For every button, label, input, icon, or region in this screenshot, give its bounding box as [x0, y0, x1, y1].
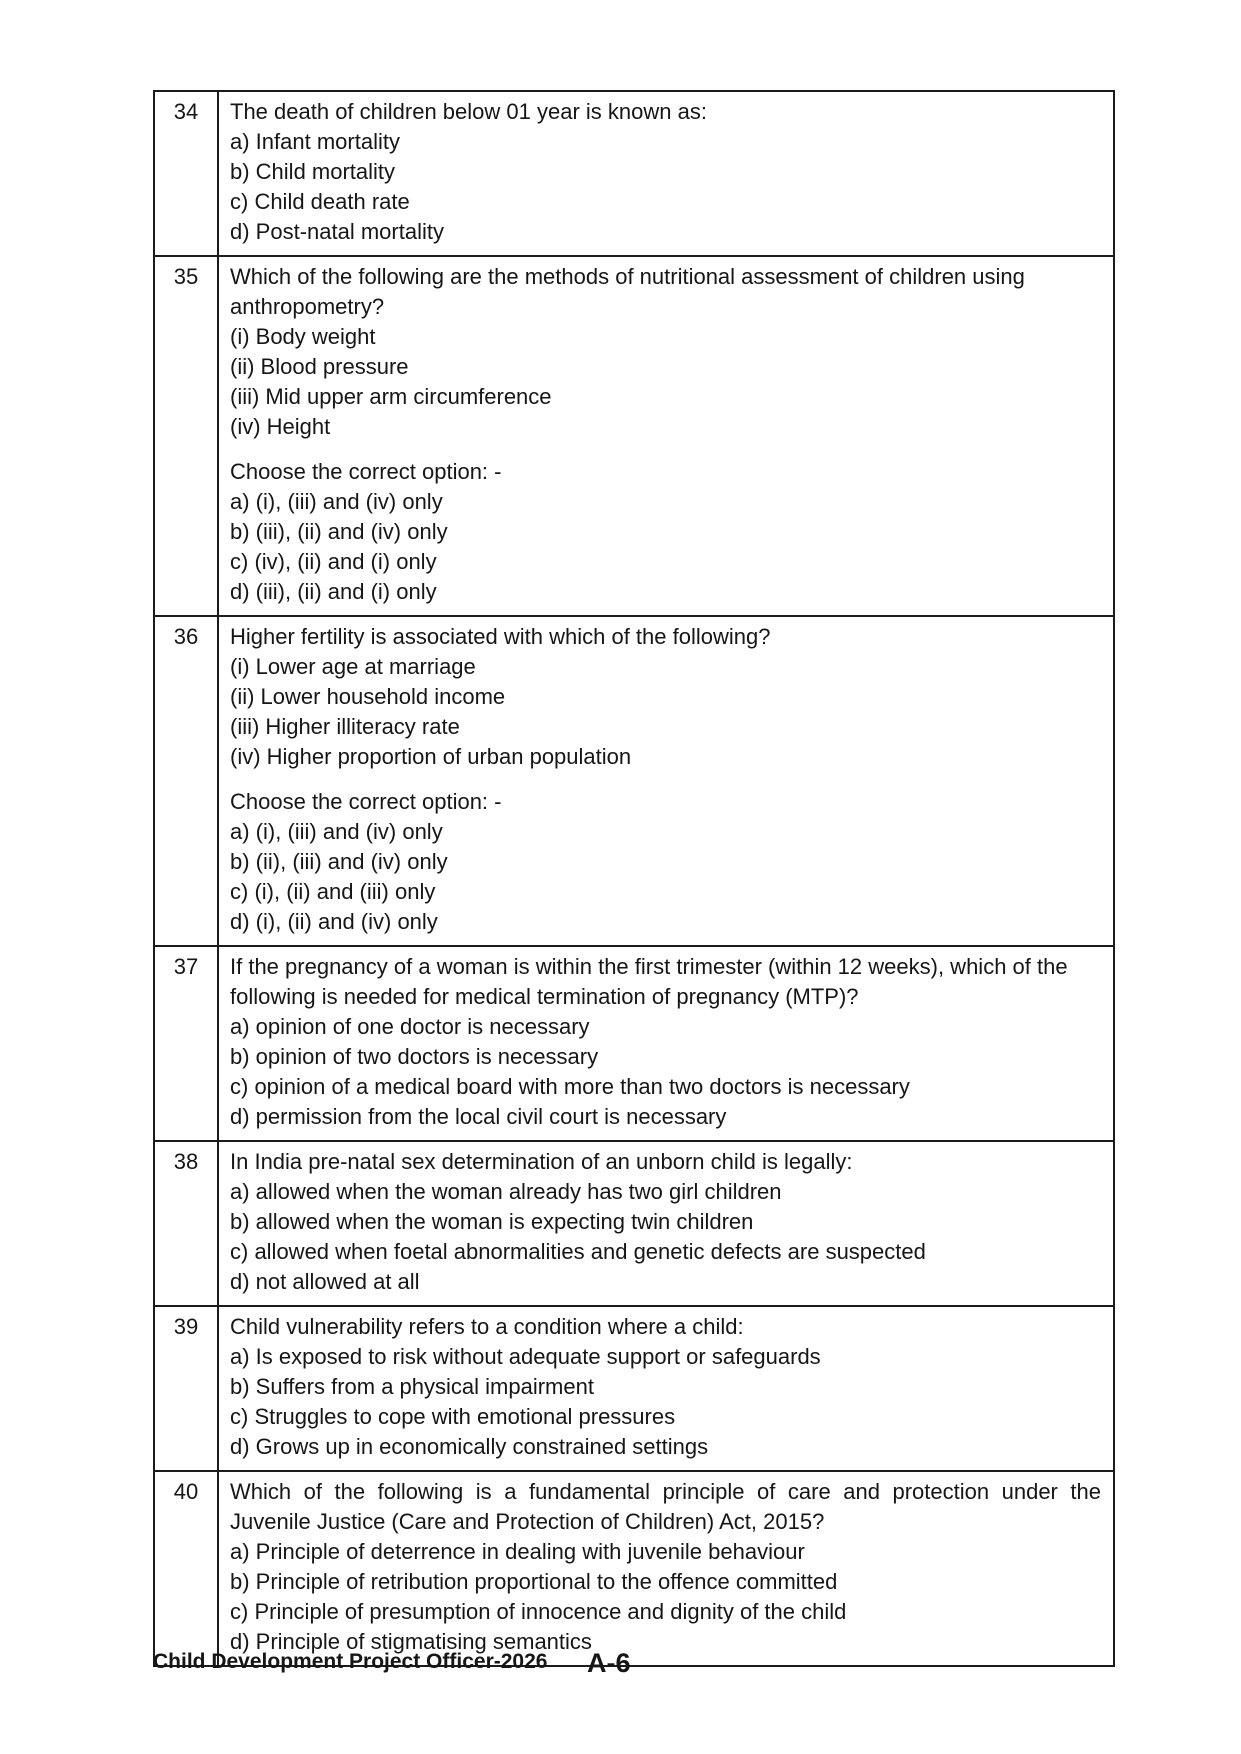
option-a: a) (i), (iii) and (iv) only	[230, 819, 443, 844]
option-b: b) opinion of two doctors is necessary	[230, 1044, 599, 1069]
list-item-i: (i) Body weight	[230, 324, 376, 349]
option-c: c) Child death rate	[230, 189, 410, 214]
list-item-iii: (iii) Mid upper arm circumference	[230, 384, 552, 409]
question-number: 37	[154, 946, 218, 1141]
question-cell	[218, 616, 1114, 946]
question-text: The death of children below 01 year is known as:	[230, 99, 707, 124]
option-c: c) Principle of presumption of innocence and dignity of the child	[230, 1599, 847, 1624]
choose-prompt: Choose the correct option: -	[230, 459, 502, 484]
question-table	[153, 90, 1115, 1667]
question-cell	[218, 1141, 1114, 1306]
question-text: Which of the following is a fundamental principle of care and protection under the Juvenile Justice (Care and Protection of Children) Act, 2015?	[230, 1479, 1101, 1534]
question-cell	[218, 1306, 1114, 1471]
option-b: b) (iii), (ii) and (iv) only	[230, 519, 448, 544]
option-d: d) Grows up in economically constrained settings	[230, 1434, 709, 1459]
footer-page-number: A-6	[587, 1648, 631, 1678]
question-row-35	[154, 256, 1114, 616]
list-item-iv: (iv) Higher proportion of urban population	[230, 744, 632, 769]
question-row-38	[154, 1141, 1114, 1306]
question-number: 38	[154, 1141, 218, 1306]
footer-exam-title: Child Development Project Officer-2026	[153, 1650, 548, 1673]
question-number: 36	[154, 616, 218, 946]
question-number: 40	[154, 1471, 218, 1666]
list-item-iii: (iii) Higher illiteracy rate	[230, 714, 460, 739]
option-a: a) (i), (iii) and (iv) only	[230, 489, 443, 514]
option-a: a) opinion of one doctor is necessary	[230, 1014, 590, 1039]
option-b: b) allowed when the woman is expecting twin children	[230, 1209, 754, 1234]
option-c: c) (i), (ii) and (iii) only	[230, 879, 436, 904]
question-row-34	[154, 91, 1114, 256]
option-d: d) permission from the local civil court is necessary	[230, 1104, 727, 1129]
option-d: d) not allowed at all	[230, 1269, 420, 1294]
question-text: Which of the following are the methods of nutritional assessment of children using anthropometry?	[230, 264, 1025, 319]
question-text: In India pre-natal sex determination of an unborn child is legally:	[230, 1149, 853, 1174]
option-b: b) Child mortality	[230, 159, 396, 184]
option-c: c) Struggles to cope with emotional pressures	[230, 1404, 676, 1429]
question-number: 34	[154, 91, 218, 256]
option-d: d) Principle of stigmatising semantics	[230, 1629, 592, 1654]
option-d: d) (iii), (ii) and (i) only	[230, 579, 437, 604]
list-item-ii: (ii) Lower household income	[230, 684, 506, 709]
option-a: a) Is exposed to risk without adequate support or safeguards	[230, 1344, 821, 1369]
option-b: b) Principle of retribution proportional to the offence committed	[230, 1569, 838, 1594]
option-d: d) (i), (ii) and (iv) only	[230, 909, 438, 934]
list-item-iv: (iv) Height	[230, 414, 331, 439]
question-cell	[218, 1471, 1114, 1666]
question-text: Child vulnerability refers to a condition where a child:	[230, 1314, 744, 1339]
option-c: c) opinion of a medical board with more than two doctors is necessary	[230, 1074, 910, 1099]
choose-prompt: Choose the correct option: -	[230, 789, 502, 814]
list-item-i: (i) Lower age at marriage	[230, 654, 476, 679]
question-number: 39	[154, 1306, 218, 1471]
option-a: a) Infant mortality	[230, 129, 400, 154]
option-b: b) (ii), (iii) and (iv) only	[230, 849, 448, 874]
question-row-39	[154, 1306, 1114, 1471]
question-number: 35	[154, 256, 218, 616]
question-row-40	[154, 1471, 1114, 1666]
question-cell	[218, 256, 1114, 616]
option-c: c) (iv), (ii) and (i) only	[230, 549, 437, 574]
option-b: b) Suffers from a physical impairment	[230, 1374, 594, 1399]
question-text: Higher fertility is associated with which of the following?	[230, 624, 771, 649]
option-d: d) Post-natal mortality	[230, 219, 444, 244]
list-item-ii: (ii) Blood pressure	[230, 354, 409, 379]
option-c: c) allowed when foetal abnormalities and genetic defects are suspected	[230, 1239, 926, 1264]
page-footer	[153, 1648, 1115, 1688]
question-cell	[218, 946, 1114, 1141]
question-row-37	[154, 946, 1114, 1141]
option-a: a) allowed when the woman already has two girl children	[230, 1179, 782, 1204]
question-row-36	[154, 616, 1114, 946]
question-text: If the pregnancy of a woman is within the first trimester (within 12 weeks), which of the following is needed for medical termination of pregnancy (MTP)?	[230, 954, 1068, 1009]
question-cell	[218, 91, 1114, 256]
option-a: a) Principle of deterrence in dealing with juvenile behaviour	[230, 1539, 805, 1564]
